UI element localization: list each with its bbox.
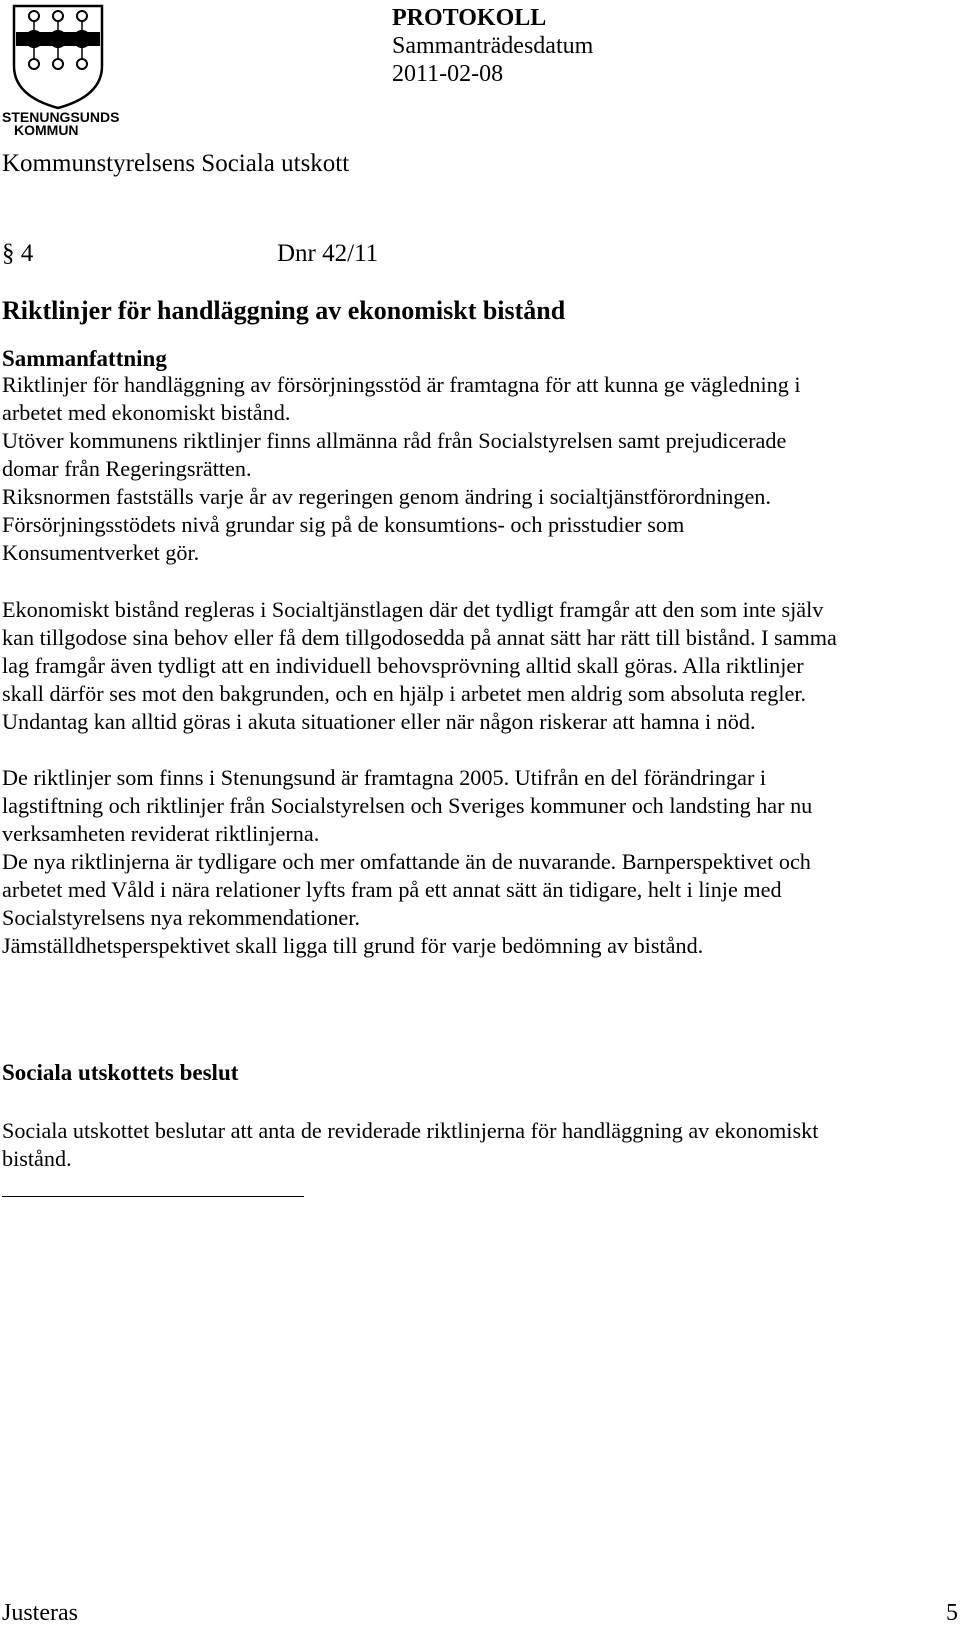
summary-line: Konsumentverket gör. [2, 540, 200, 565]
body-line: lagstiftning och riktlinjer från Socialstyrelsen och Sveriges kommuner och landsting har nu [2, 793, 813, 818]
body-line: Socialstyrelsens nya rekommendationer. [2, 905, 360, 930]
decision-line: Sociala utskottet beslutar att anta de reviderade riktlinjerna för handläggning av ekonomiskt [2, 1118, 819, 1143]
summary-line: domar från Regeringsrätten. [2, 456, 252, 481]
committee-name: Kommunstyrelsens Sociala utskott [2, 150, 350, 177]
summary-line: Riksnormen fastställs varje år av regeringen genom ändring i socialtjänstförordningen. [2, 484, 771, 509]
summary-text [2, 371, 952, 567]
footer-justeras: Justeras [2, 1600, 78, 1626]
signature-line [2, 1196, 304, 1197]
body-line: kan tillgodose sina behov eller få dem tillgodosedda på annat sätt har rätt till bistånd. I samma [2, 625, 837, 650]
paragraph-number: § 4 [2, 240, 34, 267]
date-label: Sammanträdesdatum [392, 33, 594, 59]
decision-text [2, 1117, 952, 1173]
summary-line: Riktlinjer för handläggning av försörjningsstöd är framtagna för att kunna ge vägledning i [2, 372, 801, 397]
body-line: Jämställdhetsperspektivet skall ligga till grund för varje bedömning av bistånd. [2, 933, 704, 958]
logo-text-line1: STENUNGSUNDS [2, 109, 120, 125]
document-type: PROTOKOLL [392, 5, 547, 31]
stenungsund-coat-of-arms [2, 4, 122, 136]
body-line: Undantag kan alltid göras i akuta situationer eller när någon riskerar att hamna i nöd. [2, 709, 756, 734]
body-line: De riktlinjer som finns i Stenungsund är framtagna 2005. Utifrån en del förändringar i [2, 765, 767, 790]
municipality-logo [2, 4, 122, 136]
body-line: verksamheten reviderat riktlinjerna. [2, 821, 320, 846]
body-paragraph-2 [2, 764, 952, 960]
summary-line: Utöver kommunens riktlinjer finns allmänna råd från Socialstyrelsen samt prejudicerade [2, 428, 787, 453]
page-title: Riktlinjer för handläggning av ekonomiskt bistånd [2, 296, 566, 325]
date-value: 2011-02-08 [392, 61, 504, 87]
decision-line: bistånd. [2, 1146, 72, 1171]
decision-heading: Sociala utskottets beslut [2, 1060, 239, 1085]
body-paragraph-1 [2, 596, 952, 736]
body-line: lag framgår även tydligt att en individuell behovsprövning alltid skall göras. Alla riktlinjer [2, 653, 804, 678]
logo-text-line2: KOMMUN [14, 122, 79, 136]
diary-number: Dnr 42/11 [277, 240, 379, 267]
page-number: 5 [946, 1600, 958, 1626]
body-line: skall därför ses mot den bakgrunden, och en hjälp i arbetet men aldrig som absoluta regler. [2, 681, 807, 706]
body-line: arbetet med Våld i nära relationer lyfts fram på ett annat sätt än tidigare, helt i linje med [2, 877, 782, 902]
summary-line: arbetet med ekonomiskt bistånd. [2, 400, 291, 425]
summary-heading: Sammanfattning [2, 346, 167, 371]
body-line: Ekonomiskt bistånd regleras i Socialtjänstlagen där det tydligt framgår att den som inte själv [2, 597, 824, 622]
body-line: De nya riktlinjerna är tydligare och mer omfattande än de nuvarande. Barnperspektivet och [2, 849, 811, 874]
summary-line: Försörjningsstödets nivå grundar sig på de konsumtions- och prisstudier som [2, 512, 685, 537]
